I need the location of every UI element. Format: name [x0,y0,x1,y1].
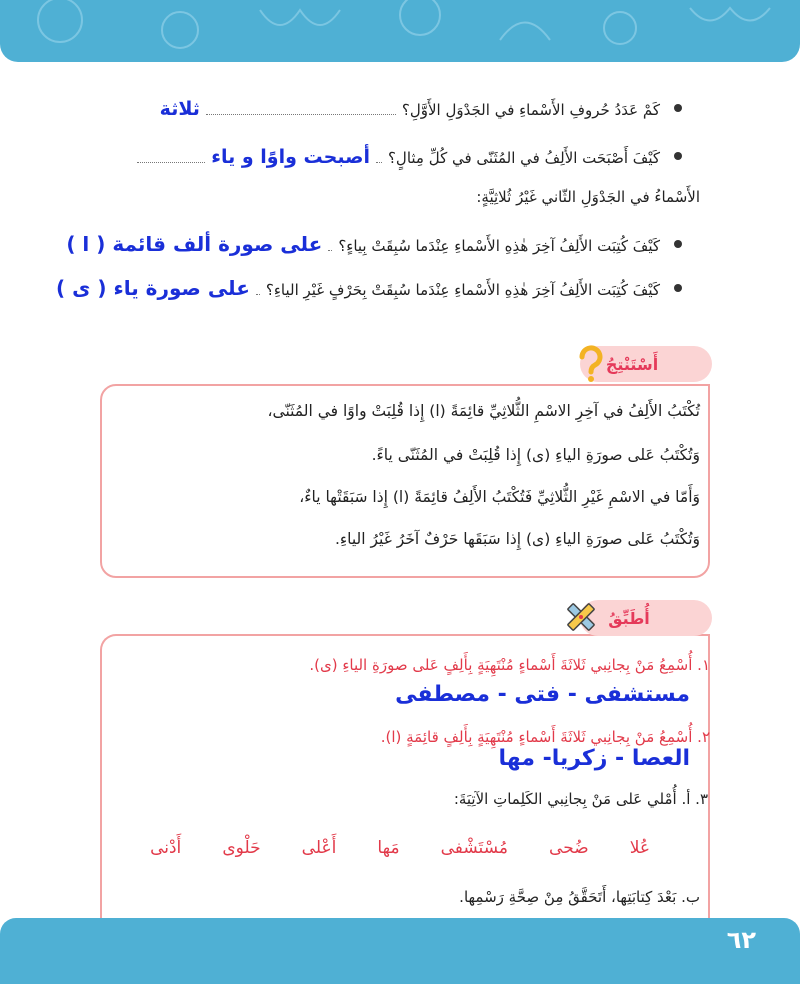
dictation-word: عُلا [629,838,650,858]
conclude-line-1: تُكْتَبُ الأَلِفُ في آخِرِ الاسْمِ الثُّلاثِيِّ قائِمَةً (ا) إِذا قُلِبَتْ واوًا في المُثَنّى، [267,402,700,420]
dictation-word: أَدْنى [150,838,182,858]
answer-dots [206,113,396,115]
question-row-4 [10,276,682,300]
question-mark-icon [574,345,608,389]
dictation-word: حَلْوى [222,838,261,858]
handwritten-answer: على صورة ياء ( ى ) [55,276,250,300]
question-row-2 [30,146,682,168]
handwritten-answer-1: مستشفى - فتى - مصطفى [395,682,690,707]
apply-task-2: ٢. أُسْمِعُ مَنْ بِجانِبي ثَلاثَةَ أَسْماءٍ مُنْتَهِيَةٍ بِأَلِفٍ قائِمَةٍ (ا). [380,728,710,746]
handwritten-answer-2: العصا - زكريا- مها [498,746,690,771]
apply-box [100,634,710,920]
apply-label: أُطَبِّقُ [608,608,650,628]
conclude-line-3: وَأَمّا في الاسْمِ غَيْرِ الثُّلاثِيِّ فَتُكْتَبُ الأَلِفُ قائِمَةً (ا) إِذا سَبَقَتْها ياءٌ، [299,488,700,506]
question-row-3 [10,232,682,256]
apply-task-3b: ب. بَعْدَ كِتابَتِها، أَتَحَقَّقُ مِنْ صِحَّةِ رَسْمِها. [459,888,700,906]
dictation-words [150,838,650,858]
bullet [674,152,682,160]
header-band [0,0,800,62]
handwritten-answer: على صورة ألف قائمة ( ا ) [66,232,323,256]
conclude-line-2: وَتُكْتَبُ عَلى صورَةِ الياءِ (ى) إِذا قُلِبَتْ في المُثَنّى ياءً. [371,446,700,464]
pencil-ruler-icon [562,598,600,640]
dictation-word: أَعْلى [301,838,337,858]
apply-task-3a: ٣. أ. أُمْلي عَلى مَنْ بِجانِبي الكَلِماتِ الآتِيَةَ: [453,790,708,808]
question-row-1 [30,98,682,120]
answer-dots [328,249,332,251]
answer-dots [137,161,205,163]
question-text: كَمْ عَدَدُ حُروفِ الأَسْماءِ في الجَدْوَلِ الأَوَّلِ؟ [401,101,660,119]
question-text: كَيْفَ كُتِبَت الأَلِفُ آخِرَ هٰذِهِ الأَسْماءِ عِنْدَما سُبِقَتْ بِحَرْفٍ غَيْرِ الياءِ؟ [265,281,660,299]
apply-task-1: ١. أُسْمِعُ مَنْ بِجانِبي ثَلاثَةَ أَسْماءٍ مُنْتَهِيَةٍ بِأَلِفٍ عَلى صورَةِ الياءِ (ى). [309,656,710,674]
header-decoration [0,0,800,62]
dictation-word: مُسْتَشْفى [440,838,508,858]
dictation-word: ضُحى [549,838,589,858]
bullet [674,240,682,248]
page-number: ٦٢ [726,926,756,954]
handwritten-answer: أصبحت واوًا و ياء [211,146,370,168]
dictation-word: مَها [377,838,400,858]
handwritten-answer: ثلاثة [159,98,200,120]
question-text: كَيْفَ أَصْبَحَت الأَلِفُ في المُثَنّى في كُلِّ مِثالٍ؟ [387,149,660,167]
question-text: كَيْفَ كُتِبَت الأَلِفُ آخِرَ هٰذِهِ الأَسْماءِ عِنْدَما سُبِقَتْ بِياءٍ؟ [338,237,660,255]
bullet [674,104,682,112]
answer-dots [376,161,382,163]
conclude-label: أَسْتَنْتِجُ [605,354,659,374]
footer-band [0,918,800,984]
conclude-line-4: وَتُكْتَبُ عَلى صورَةِ الياءِ (ى) إِذا سَبَقَها حَرْفٌ آخَرُ غَيْرُ الياءِ. [334,530,700,548]
bullet [674,284,682,292]
answer-dots [256,293,260,295]
subheading: الأَسْماءُ في الجَدْوَلِ الثّاني غَيْرُ ثُلاثِيَّةٍ: [476,188,700,206]
